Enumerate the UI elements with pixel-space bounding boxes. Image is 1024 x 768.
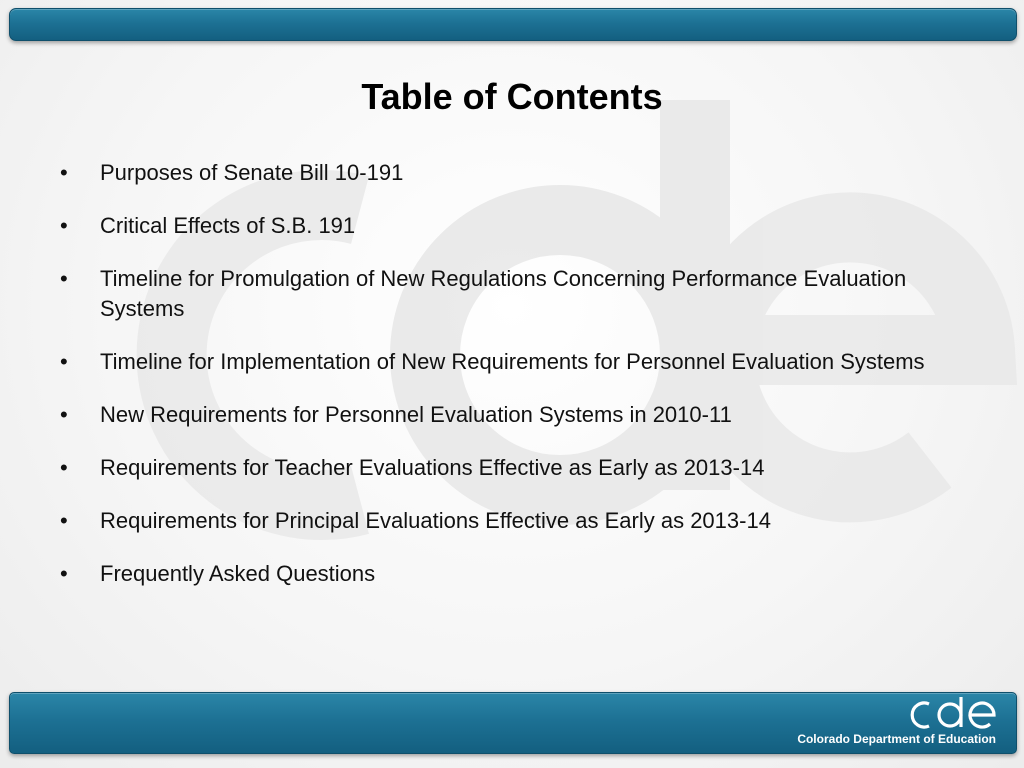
bullet: •	[60, 402, 68, 427]
top-banner-bar	[9, 8, 1017, 41]
toc-item-text: Purposes of Senate Bill 10-191	[100, 160, 404, 185]
bullet: •	[60, 266, 68, 291]
toc-item	[60, 211, 960, 241]
toc-item	[60, 559, 960, 589]
bullet: •	[60, 349, 68, 374]
cde-logo	[786, 693, 1006, 751]
toc-item	[60, 506, 960, 536]
slide-title: Table of Contents	[361, 76, 663, 117]
toc-list	[60, 158, 960, 612]
toc-item	[60, 347, 960, 377]
toc-item-text: New Requirements for Personnel Evaluation Systems in 2010-11	[100, 402, 732, 427]
toc-item-text: Critical Effects of S.B. 191	[100, 213, 356, 238]
toc-item-text: Frequently Asked Questions	[100, 561, 376, 586]
bullet: •	[60, 508, 68, 533]
bullet: •	[60, 213, 68, 238]
toc-item-text: Requirements for Teacher Evaluations Effective as Early as 2013-14	[100, 455, 765, 480]
bullet: •	[60, 455, 68, 480]
bullet: •	[60, 561, 68, 586]
toc-item	[60, 400, 960, 430]
org-name: Colorado Department of Education	[797, 732, 996, 746]
toc-item	[60, 158, 960, 188]
toc-item-text: Timeline for Implementation of New Requirements for Personnel Evaluation Systems	[100, 349, 925, 374]
bullet: •	[60, 160, 68, 185]
toc-item	[60, 453, 960, 483]
toc-item-text: Timeline for Promulgation of New Regulations Concerning Performance Evaluation Systems	[100, 266, 907, 321]
toc-item	[60, 264, 960, 324]
toc-item-text: Requirements for Principal Evaluations Effective as Early as 2013-14	[100, 508, 771, 533]
cde-logo-icon	[902, 695, 1006, 733]
